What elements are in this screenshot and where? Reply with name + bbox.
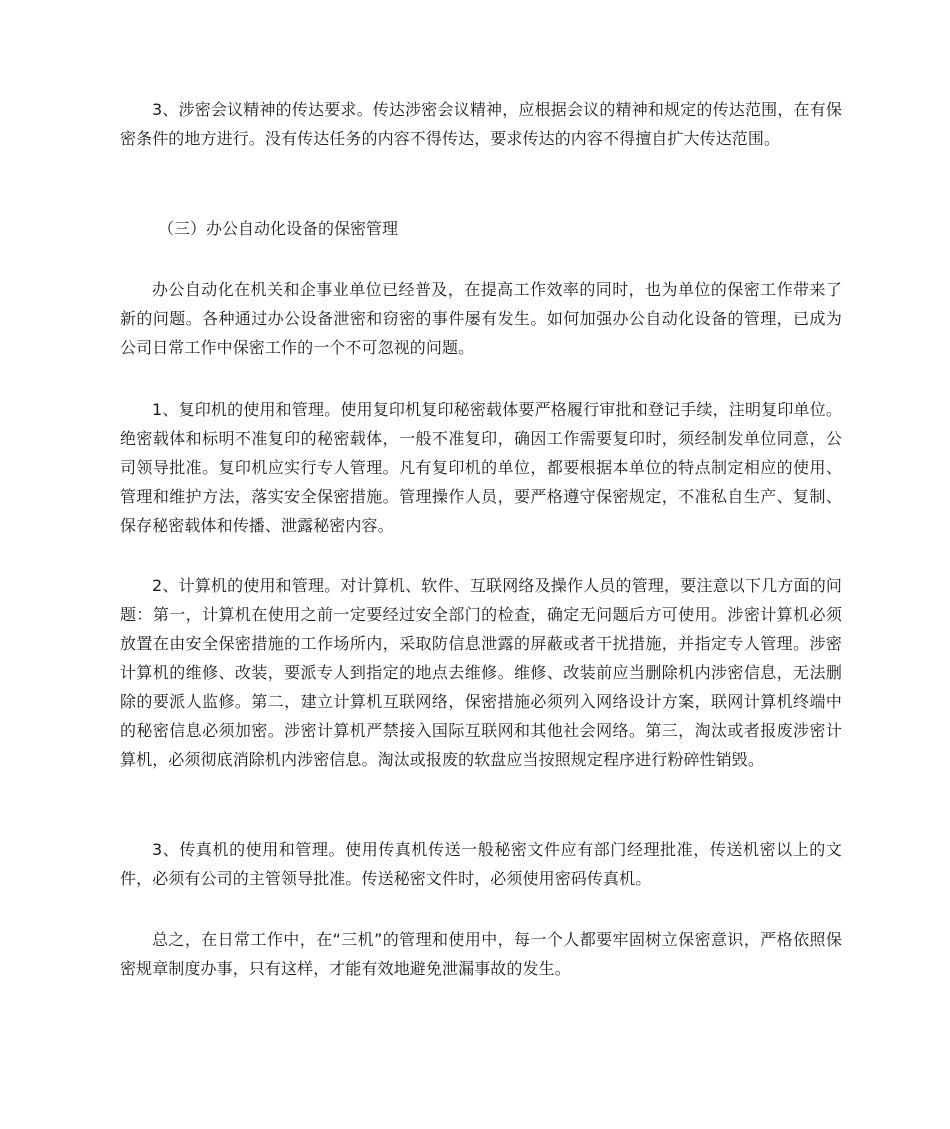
- paragraph-computer-management: 2、计算机的使用和管理。对计算机、软件、互联网络及操作人员的管理，要注意以下几方面的问题：第一，计算机在使用之前一定要经过安全部门的检查，确定无问题后方可使用。涉密计算机必须放置在由安全保密措施的工作场所内，采取防信息泄露的屏蔽或者干扰措施，并指定专人管理。涉密计算机的维修、改装，要派专人到指定的地点去维修。维修、改装前应当删除机内涉密信息，无法删除的要派人监修。第二，建立计算机互联网络，保密措施必须列入网络设计方案，联网计算机终端中的秘密信息必须加密。涉密计算机严禁接入国际互联网和其他社会网络。第三，淘汰或者报废涉密计算机，必须彻底消除机内涉密信息。淘汰或报废的软盘应当按照规定程序进行粉碎性销毁。: [120, 576, 842, 769]
- paragraph-office-automation-intro: 办公自动化在机关和企事业单位已经普及，在提高工作效率的同时，也为单位的保密工作带来了新的问题。各种通过办公设备泄密和窃密的事件屡有发生。如何加强办公自动化设备的管理，已成为公司日常工作中保密工作的一个不可忽视的问题。: [120, 280, 842, 357]
- paragraph-meeting-transmission: 3、涉密会议精神的传达要求。传达涉密会议精神，应根据会议的精神和规定的传达范围，在有保密条件的地方进行。没有传达任务的内容不得传达，要求传达的内容不得擅自扩大传达范围。: [120, 100, 842, 148]
- paragraph-fax-management: 3、传真机的使用和管理。使用传真机传送一般秘密文件应有部门经理批准，传送机密以上的文件，必须有公司的主管领导批准。传送秘密文件时，必须使用密码传真机。: [120, 840, 842, 888]
- paragraph-conclusion: 总之，在日常工作中，在“三机”的管理和使用中，每一个人都要牢固树立保密意识，严格依照保密规章制度办事，只有这样，才能有效地避免泄漏事故的发生。: [120, 930, 842, 978]
- paragraph-copier-management: 1、复印机的使用和管理。使用复印机复印秘密载体要严格履行审批和登记手续，注明复印单位。绝密载体和标明不准复印的秘密载体，一般不准复印，确因工作需要复印时，须经制发单位同意，公司领导批准。复印机应实行专人管理。凡有复印机的单位，都要根据本单位的特点制定相应的使用、管理和维护方法，落实安全保密措施。管理操作人员，要严格遵守保密规定，不准私自生产、复制、保存秘密载体和传播、泄露秘密内容。: [120, 400, 842, 535]
- section-heading-office-automation: （三）办公自动化设备的保密管理: [158, 219, 399, 238]
